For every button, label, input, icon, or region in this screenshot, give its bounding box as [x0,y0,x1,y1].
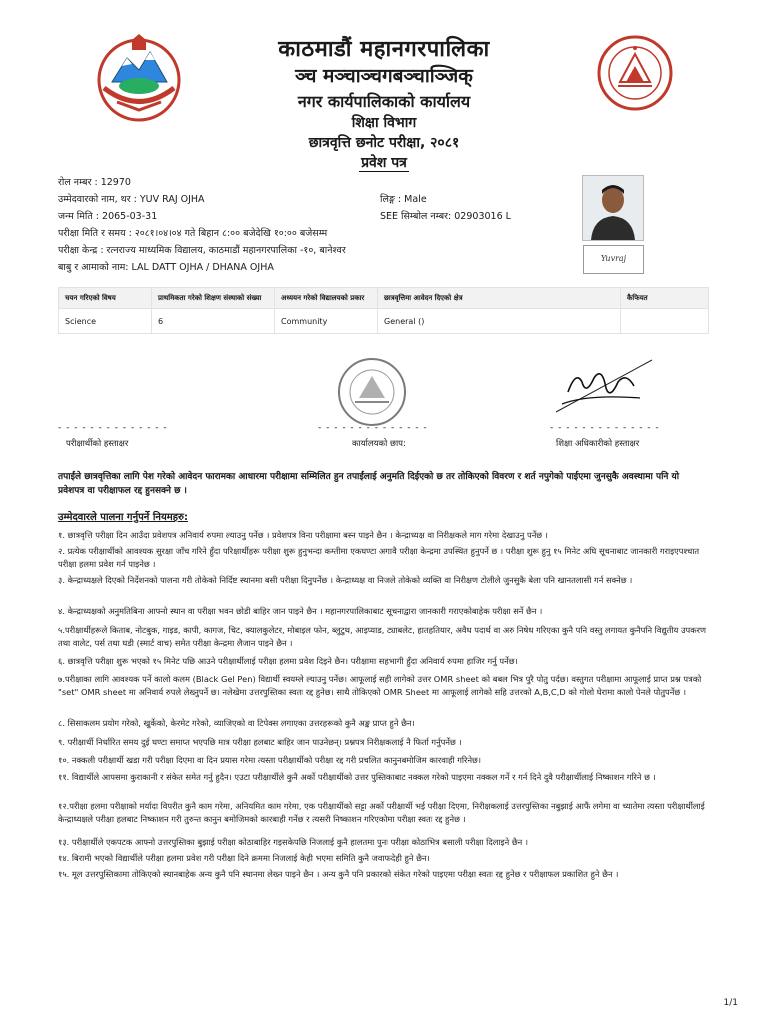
rule-item: १३. परीक्षार्थीले एकपटक आफ्नो उत्तरपुस्तिका बुझाई परीक्षा कोठाबाहिर गइसकेपछि निजलाई कुनै हालतमा पुनः परीक्षा कोठाभित्र बसाली परीक्षा दिलाइने छैन । [58,837,529,847]
officer-signature-line: - - - - - - - - - - - - - - [550,423,660,433]
table-header-row [59,288,709,309]
rule-item: ९. परीक्षार्थी निर्धारित समय दुई घण्टा समाप्त भएपछि मात्र परीक्षा हलबाट बाहिर जान पाउनेछन्। प्रश्नपत्र निरीक्षकलाई नै फिर्ता गर्नुपर्नेछ । [58,737,462,747]
department-title: शिक्षा विभाग [351,115,417,131]
table-row [59,309,709,334]
gender: लिङ्ग : Male [380,194,427,205]
table-header: छात्रवृत्तिमा आवेदन दिएको क्षेत्र [378,288,621,309]
officer-signature-label: शिक्षा अधिकारीको हस्ताक्षर [556,439,640,449]
table-cell: Science [59,309,152,334]
table-header: कैफियत [621,288,709,309]
examinee-signature-label: परीक्षार्थीको हस्ताक्षर [66,439,129,449]
rules-heading: उम्मेदवारले पालना गर्नुपर्ने नियमहरु: [58,512,189,523]
admit-card-title: प्रवेश पत्र [361,155,407,171]
rule-item: ३. केन्द्राध्यक्षले दिएको निर्देशनको पालना गरी तोकेको निर्दिष्ट स्थानमा बसी परीक्षा दिनुपर्नेछ । केन्द्राध्यक्ष वा निजले तोकेको व्यक्ति वा निरीक्षण टोलीले जुनसुकै बेला पनि खानतलासी गर्न सक्नेछ । [58,575,633,585]
rule-item: ५.परीक्षार्थीहरूले किताब, नोटबुक, गाइड, कापी, कागज, चिट, क्यालकुलेटर, मोबाइल फोन, ब्लुटुथ, आइप्याड, ट्याबलेट, हातहतियार, अवैध पदार्थ वा अरु निषेध गरिएका कुनै पनि वस्तु लगायत कुनैपनि विद्युतीय उपकरण तथा वालेट, पर्स तथा घडी (स्मार्ट वाच) समेत परीक्षा केन्द्रमा लैजान पाइने छैन । [58,625,707,648]
office-stamp [333,356,411,428]
roll-number: रोल नम्बर : 12970 [58,177,131,188]
office-stamp-label: कार्यालयको छाप: [352,439,406,449]
table-header: चयन गरिएको विषय [59,288,152,309]
table-cell: General () [378,309,621,334]
selection-table [58,287,709,334]
rule-item: १०. नक्कली परीक्षार्थी खडा गरी परीक्षा दिएमा वा दिन प्रयास गरेमा त्यस्ता परीक्षार्थीको परीक्षा रद्द गरी प्रचलित कानुनबमोजिम कारवाही गरिनेछ। [58,755,482,765]
candidate-name: उम्मेदवारको नाम, थर : YUV RAJ OJHA [58,194,205,205]
see-symbol-number: SEE सिम्बोल नम्बर: 02903016 L [380,211,511,222]
rule-item: १२.परीक्षा हलमा परीक्षाको मर्यादा विपरीत कुनै काम गरेमा, अनियमित काम गरेमा, एक परीक्षार्थीको सट्टा अर्को परीक्षार्थी भई परीक्षा दिएमा, निरीक्षकलाई उत्तरपुस्तिका नबुझाई आफैं लगेमा वा च्यातेमा त्यस्ता परीक्षार्थीलाई केन्द्राध्यक्षले परीक्षा हलबाट निष्काशन गरी तुरुन्त कानुन बमोजिमको कारबाही गर्नेछ र त्यसरी निष्काशन गरिएकोमा परीक्षा स्वतः रद्द हुनेछ । [58,801,705,824]
office-stamp-line: - - - - - - - - - - - - - - [318,423,428,433]
rule-item: ११. विद्यार्थीले आपसमा कुराकानी र संकेत समेत गर्नु हुदैन। एउटा परीक्षार्थीले कुनै अर्को परीक्षार्थीको उत्तर पुस्तिकाबाट नक्कल गरेको पाइएमा नक्कल गर्ने र गर्न दिने दुवै परीक्षार्थीलाई निष्काशन गरिने छ । [58,772,656,782]
page-number: 1/1 [723,998,738,1008]
rule-item: ६. छात्रवृत्ति परीक्षा शुरू भएको १५ मिनेट पछि आउने परीक्षार्थीलाई परीक्षा हलमा प्रवेश दिइने छैन। परीक्षामा सहभागी हुँदा अनिवार्य रुपमा हाजिर गर्नु पर्नेछ। [58,656,518,666]
date-of-birth: जन्म मिति : 2065-03-31 [58,211,158,222]
exam-title: छात्रवृत्ति छनोट परीक्षा, २०८१ [308,135,460,151]
table-cell [621,309,709,334]
parents-name: बाबु र आमाको नाम: LAL DATT OJHA / DHANA OJHA [58,262,274,273]
office-title: नगर कार्यपालिकाको कार्यालय [297,92,471,111]
rule-item: २. प्रत्येक परीक्षार्थीको आवश्यक सुरक्षा जाँच गरिने हुँदा परिक्षार्थीहरू परीक्षा शुरू हुनुभन्दा कम्तीमा एकघण्टा अगावै परीक्षा केन्द्रमा उपस्थित हुनुपर्ने छ । परीक्षा शुरू हुनु १५ मिनेट अघि सूचनाबाट जानकारी गराइएपश्चात परीक्षा हलमा प्रवेश गर्न पाइनेछ । [58,546,700,569]
rule-item: ४. केन्द्राध्यक्षको अनुमतिबिना आफ्नो स्थान वा परीक्षा भवन छोडी बाहिर जान पाइने छैन । महानगरपालिकाबाट सूचनाद्वारा जानकारी गराएकोबाहेक परीक्षा सर्ने छैन । [58,606,543,616]
municipality-title: काठमाडौं महानगरपालिका [278,37,490,62]
eligibility-notice: तपाईंले छात्रवृत्तिका लागि पेश गरेको आवेदन फारामका आधारमा परीक्षामा सम्मिलित हुन तपाईंलाई अनुमति दिईएको छ तर तोकिएको विवरण र शर्त नपुगेको पाईएमा जुनसुकै अवस्थामा पनि यो प्रवेशपत्र वा परीक्षाफल रद्द हुनसक्ने छ । [58,472,680,496]
candidate-photo [582,175,644,241]
rule-item: १४. बिरामी भएको विद्यार्थीले परीक्षा हलमा प्रवेश गरी परीक्षा दिने क्रममा निजलाई केही भएमा समिति कुनै जवाफदेही हुने छैन। [58,853,430,863]
exam-datetime: परीक्षा मिति र समय : २०८१।०४।०४ गते बिहान ८:०० बजेदेखि १०:०० बजेसम्म [58,228,328,239]
table-cell: 6 [152,309,275,334]
examinee-signature-line: - - - - - - - - - - - - - - [58,423,168,433]
exam-center: परीक्षा केन्द्र : रत्नराज्य माध्यमिक विद्यालय, काठमाडौं महानगरपालिका -१०, बानेश्वर [58,245,346,256]
rule-item: ८. सिसाकलम प्रयोग गरेको, खुर्केको, केरमेट गरेको, व्याजिएको वा टिपेक्स लगाएका उत्तरहरूको कुनै अङ्क प्राप्त हुने छैन। [58,718,415,728]
officer-signature [548,352,660,424]
table-cell: Community [275,309,378,334]
table-header: अध्ययन गरेको विद्यालयको प्रकार [275,288,378,309]
table-header: प्राथमिकता गरेको शिक्षण संस्थाको संख्या [152,288,275,309]
municipality-title-script: ञ्च मञ्चाञ्चगबञ्चाञ्जिक् [295,65,473,87]
rule-item: १. छात्रवृत्ति परीक्षा दिन आउँदा प्रवेशपत्र अनिवार्य रुपमा ल्याउनु पर्नेछ । प्रवेशपत्र विना परीक्षामा बस्न पाइने छैन । केन्द्राध्यक्ष वा निरीक्षकले माग गरेमा देखाउनु पर्नेछ । [58,530,548,540]
candidate-signature: Yuvraj [583,245,644,274]
rule-item: १५. मूल उत्तरपुस्तिकामा तोकिएको स्थानबाहेक अन्य कुनै पनि स्थानमा लेख्न पाइने छैन । अन्य कुनै पनि प्रकारको संकेत गरेको पाइएमा परीक्षा स्वतः रद्द हुनेछ र परीक्षाफल प्रकाशित हुने छैन । [58,869,619,879]
rule-item: ७.परीक्षाका लागि आवश्यक पर्ने कालो कलम (Black Gel Pen) विद्यार्थी स्वयम्ले ल्याउनु पर्नेछ। आफूलाई सही लागेको उत्तर OMR sheet को बबल भित्र पुरै पोतु पर्दछ। वस्तुगत परीक्षामा आफूलाई प्राप्त प्रश्न पत्रको "set" OMR sheet मा अनिवार्य रुपले लेख्नुपर्ने छ। नलेखेमा उत्तरपुस्तिका स्वतः रद्द हुनेछ। साथै तोकिएको OMR Sheet मा आफूलाई लागेको सहि उत्तरको A,B,C,D को गोलो घेरामा कालो पेनले पोतुपर्नेछ । [58,674,702,697]
